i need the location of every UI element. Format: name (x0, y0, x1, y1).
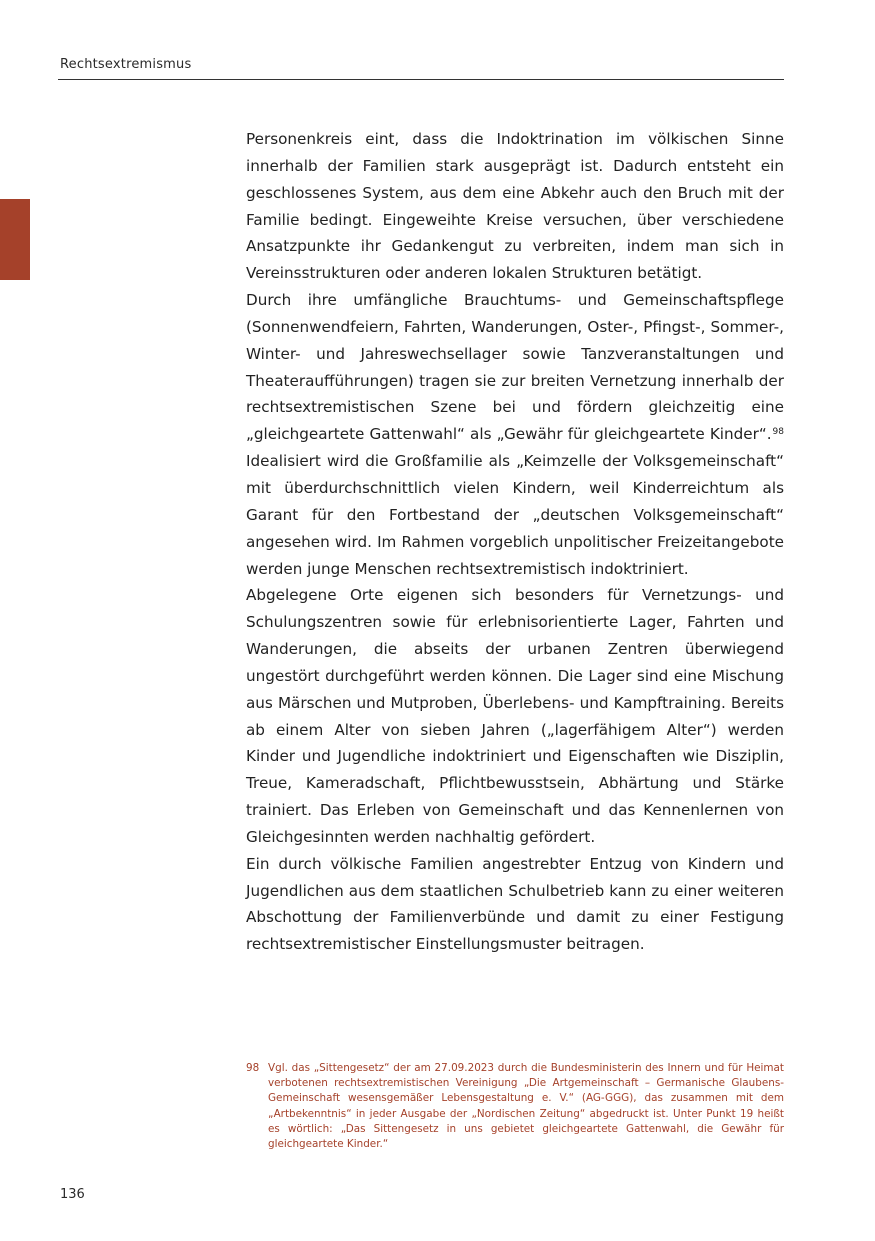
chapter-marker-tab (0, 199, 30, 280)
paragraph-2-part-1: Durch ihre umfängliche Brauchtums- und Gemeinschaftspflege (Sonnenwendfeiern, Fahrten, Wanderungen, Oster-, Pfingst-, Sommer-, Winter- und Jahreswechsellager sowie Tanzveranstaltungen und Theateraufführungen) tragen sie zur breiten Vernetzung innerhalb der rechtsextremistischen Szene bei und fördern gleichzeitig eine „gleichgeartete Gattenwahl“ als „Gewähr für gleichgeartete Kinder“. (246, 291, 784, 444)
footnote-text: Vgl. das „Sittengesetz“ der am 27.09.2023 durch die Bundesministerin des Innern und für Heimat verbotenen rechtsextremistischen Vereinigung „Die Artgemeinschaft – Germanische Glaubens-Gemeinschaft wesensgemäßer Lebensgestaltung e. V.“ (AG-GGG), das zusammen mit dem „Artbekenntnis“ in jeder Ausgabe der „Nordischen Zeitung“ abgedruckt ist. Unter Punkt 19 heißt es wörtlich: „Das Sittengesetz in uns gebietet gleichgeartete Gattenwahl, die Gewähr für gleichgeartete Kinder.“ (268, 1062, 784, 1151)
header-divider (58, 79, 784, 80)
paragraph-1: Personenkreis eint, dass die Indoktrination im völkischen Sinne innerhalb der Familien stark ausgeprägt ist. Dadurch entsteht ein geschlossenes System, aus dem eine Abkehr auch den Bruch mit der Familie bedingt. Eingeweihte Kreise versuchen, über verschiedene Ansatzpunkte ihr Gedankengut zu verbreiten, indem man sich in Vereinsstrukturen oder anderen lokalen Strukturen betätigt. (246, 130, 784, 283)
paragraph-3: Abgelegene Orte eigenen sich besonders für Vernetzungs- und Schulungszentren sowie für erlebnisorientierte Lager, Fahrten und Wanderungen, die abseits der urbanen Zentren überwiegend ungestört durchgeführt werden können. Die Lager sind eine Mischung aus Märschen und Mutproben, Überlebens- und Kampftraining. Bereits ab einem Alter von sieben Jahren („lagerfähigem Alter“) werden Kinder und Jugendliche indoktriniert und Eigenschaften wie Disziplin, Treue, Kameradschaft, Pflichtbewusstsein, Abhärtung und Stärke trainiert. Das Erleben von Gemeinschaft und das Kennenlernen von Gleichgesinnten werden nachhaltig gefördert. (246, 586, 784, 846)
footnote (246, 1061, 784, 1152)
paragraph-4: Ein durch völkische Familien angestrebter Entzug von Kindern und Jugendlichen aus dem staatlichen Schulbetrieb kann zu einer weiteren Abschottung der Familienverbünde und damit zu einer Festigung rechtsextremistischer Einstellungsmuster beitragen. (246, 854, 784, 954)
footnote-number: 98 (246, 1062, 260, 1074)
main-text (246, 126, 784, 958)
paragraph-2 (246, 287, 784, 582)
paragraph-2-part-2: Idealisiert wird die Großfamilie als „Keimzelle der Volksgemeinschaft“ mit überdurchschnittlich vielen Kindern, weil Kinderreichtum als Garant für den Fortbestand der „deutschen Volksgemeinschaft“ angesehen wird. Im Rahmen vorgeblich unpolitischer Freizeitangebote werden junge Menschen rechtsextremistisch indoktriniert. (246, 452, 784, 578)
running-head-title: Rechtsextremismus (60, 57, 192, 72)
footnote-reference[interactable]: 98 (772, 427, 784, 438)
page-number: 136 (60, 1187, 85, 1202)
